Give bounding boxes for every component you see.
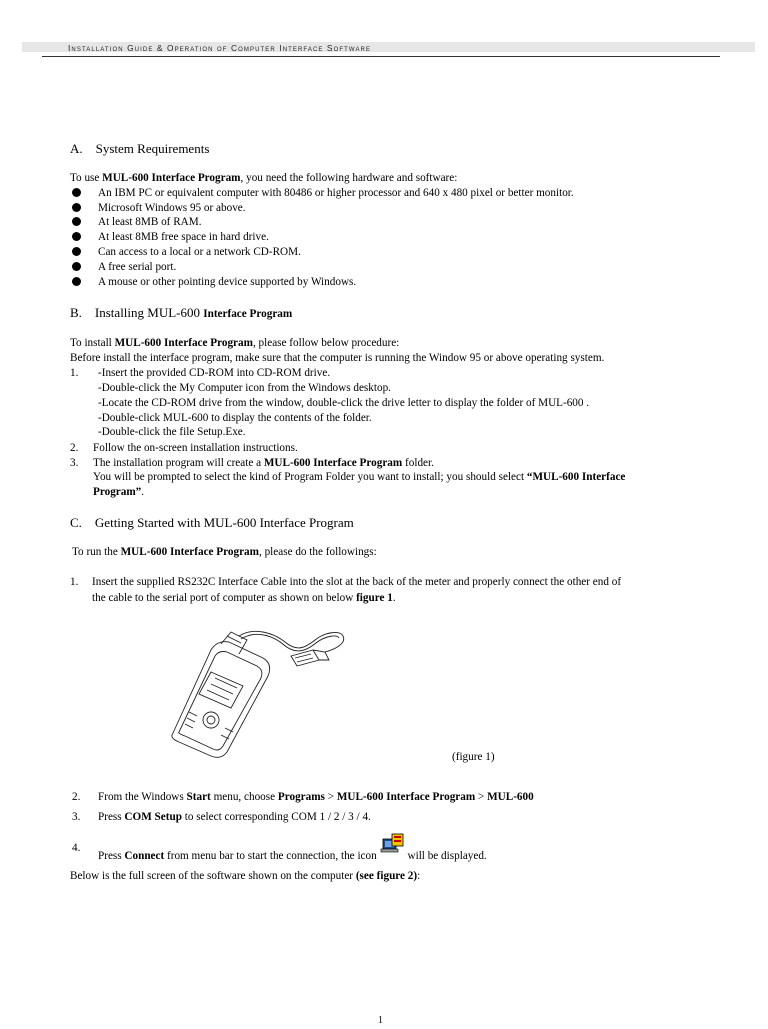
running-header: Installation Guide & Operation of Computer Interface Software xyxy=(68,43,372,53)
bullet-icon xyxy=(72,217,81,226)
list-item: A mouse or other pointing device supported by Windows. xyxy=(98,276,357,288)
list-item: An IBM PC or equivalent computer with 80486 or higher processor and 640 x 480 pixel or better monitor. xyxy=(98,187,574,199)
step-text: Press COM Setup to select corresponding COM 1 / 2 / 3 / 4. xyxy=(98,811,371,823)
bullet-icon xyxy=(72,203,81,212)
figure-1-caption: (figure 1) xyxy=(452,751,495,763)
list-item: Microsoft Windows 95 or above. xyxy=(98,202,246,214)
bullet-icon xyxy=(72,277,81,286)
list-item: A free serial port. xyxy=(98,261,177,273)
bullet-icon xyxy=(72,262,81,271)
step-line: -Insert the provided CD-ROM into CD-ROM drive. xyxy=(98,367,331,379)
section-title: Getting Started with MUL-600 Interface Program xyxy=(94,515,354,530)
section-a-heading xyxy=(70,141,209,157)
section-c-heading xyxy=(70,515,354,531)
bullet-icon xyxy=(72,247,81,256)
step-text: the cable to the serial port of computer as shown on below figure 1. xyxy=(92,592,396,604)
section-letter: B. xyxy=(70,305,82,320)
step-text: Follow the on-screen installation instructions. xyxy=(93,442,298,454)
step-number: 1. xyxy=(70,367,79,379)
step-line: -Double-click the My Computer icon from the Windows desktop. xyxy=(98,382,391,394)
section-letter: C. xyxy=(70,515,82,530)
step-text: You will be prompted to select the kind of Program Folder you want to install; you should select “MUL-600 Interface xyxy=(93,471,626,483)
section-b-note: Before install the interface program, make sure that the computer is running the Window 95 or above operating system. xyxy=(70,352,605,364)
step-number: 1. xyxy=(70,576,79,588)
bullet-icon xyxy=(72,188,81,197)
step-line: -Locate the CD-ROM drive from the window, double-click the drive letter to display the folder of MUL-600 . xyxy=(98,397,590,409)
list-item: Can access to a local or a network CD-ROM. xyxy=(98,246,301,258)
computer-connect-icon xyxy=(380,841,406,861)
section-letter: A. xyxy=(70,141,83,156)
section-c-intro: To run the MUL-600 Interface Program, please do the followings: xyxy=(72,546,377,558)
step-text: Program”. xyxy=(93,486,145,498)
step-line: -Double-click the file Setup.Exe. xyxy=(98,426,246,438)
section-title: Installing MUL-600 xyxy=(94,305,200,320)
step-number: 2. xyxy=(72,791,81,803)
meter-cable-illustration xyxy=(165,628,350,763)
list-item: At least 8MB of RAM. xyxy=(98,216,202,228)
step-text: From the Windows Start menu, choose Programs > MUL-600 Interface Program > MUL-600 xyxy=(98,791,534,803)
header-divider xyxy=(42,56,720,57)
step-text: Press Connect from menu bar to start the connection, the icon will be displayed. xyxy=(98,841,487,864)
section-b-intro: To install MUL-600 Interface Program, please follow below procedure: xyxy=(70,337,400,349)
section-b-heading xyxy=(70,305,292,322)
section-a-intro: To use MUL-600 Interface Program, you need the following hardware and software: xyxy=(70,172,458,184)
step-line: -Double-click MUL-600 to display the contents of the folder. xyxy=(98,412,372,424)
step-text: Insert the supplied RS232C Interface Cable into the slot at the back of the meter and properly connect the other end of xyxy=(92,576,622,588)
step-number: 3. xyxy=(72,811,81,823)
section-title-small: Interface Program xyxy=(203,308,293,320)
list-item: At least 8MB free space in hard drive. xyxy=(98,231,269,243)
step-number: 2. xyxy=(70,442,79,454)
step-number: 3. xyxy=(70,457,79,469)
section-title: System Requirements xyxy=(95,141,210,156)
bullet-icon xyxy=(72,232,81,241)
closing-paragraph: Below is the full screen of the software shown on the computer (see figure 2): xyxy=(70,870,421,882)
step-text: The installation program will create a MUL-600 Interface Program folder. xyxy=(93,457,434,469)
step-number: 4. xyxy=(72,842,81,854)
page-number: 1 xyxy=(378,1015,383,1026)
